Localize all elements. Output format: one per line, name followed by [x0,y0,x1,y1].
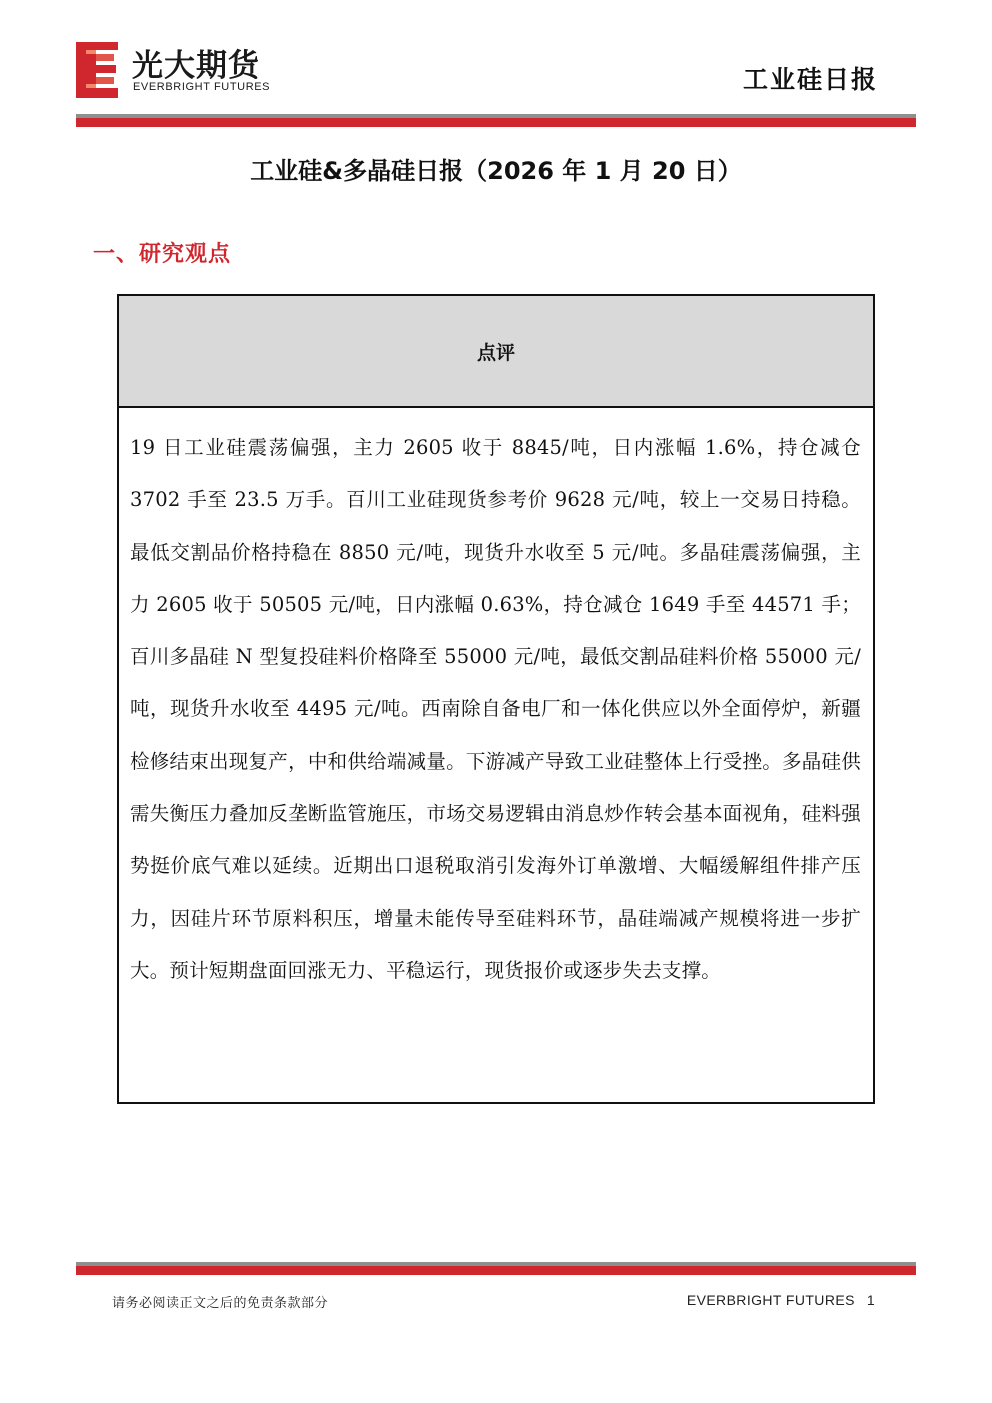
logo-chinese-name: 光大期货 [132,48,260,84]
review-table-body: 19 日工业硅震荡偏强，主力 2605 收于 8845/吨，日内涨幅 1.6%，持仓减仓 3702 手至 23.5 万手。百川工业硅现货参考价 9628 元/吨，较上一交易日持稳。最低交割品价格持稳在 8850 元/吨，现货升水收至 5 元/吨。多晶硅震荡偏强，主力 2605 收于 50505 元/吨，日内涨幅 0.63%，持仓减仓 1649 手至 44571 手；百川多晶硅 N 型复投硅料价格降至 55000 元/吨，最低交割品硅料价格 55000 元/吨，现货升水收至 4495 元/吨。西南除自备电厂和一体化供应以外全面停炉，新疆检修结束出现复产，中和供给端减量。下游减产导致工业硅整体上行受挫。多晶硅供需失衡压力叠加反垄断监管施压，市场交易逻辑由消息炒作转会基本面视角，硅料强势挺价底气难以延续。近期出口退税取消引发海外订单激增、大幅缓解组件排产压力，因硅片环节原料积压，增量未能传导至硅料环节，晶硅端减产规模将进一步扩大。预计短期盘面回涨无力、平稳运行，现货报价或逐步失去支撑。 [130,436,861,982]
logo-english-name: EVERBRIGHT FUTURES [133,81,271,93]
review-table [117,294,875,1104]
section-heading: 一、研究观点 [93,242,232,267]
company-logo [76,40,296,100]
footer-disclaimer: 请务必阅读正文之后的免责条款部分 [112,1296,329,1311]
header-title: 工业硅日报 [742,65,878,94]
everbright-logo-icon [76,42,118,98]
footer-divider-red [76,1266,916,1275]
review-table-header: 点评 [119,296,873,408]
footer-company [687,1292,875,1308]
report-title: 工业硅&多晶硅日报（2026 年 1 月 20 日） [250,157,742,185]
page-number: 1 [866,1292,875,1308]
footer-company-name: EVERBRIGHT FUTURES [686,1292,855,1308]
header-divider-red [76,118,916,127]
footer-divider-band [76,1262,916,1275]
header-divider-band [76,114,916,127]
